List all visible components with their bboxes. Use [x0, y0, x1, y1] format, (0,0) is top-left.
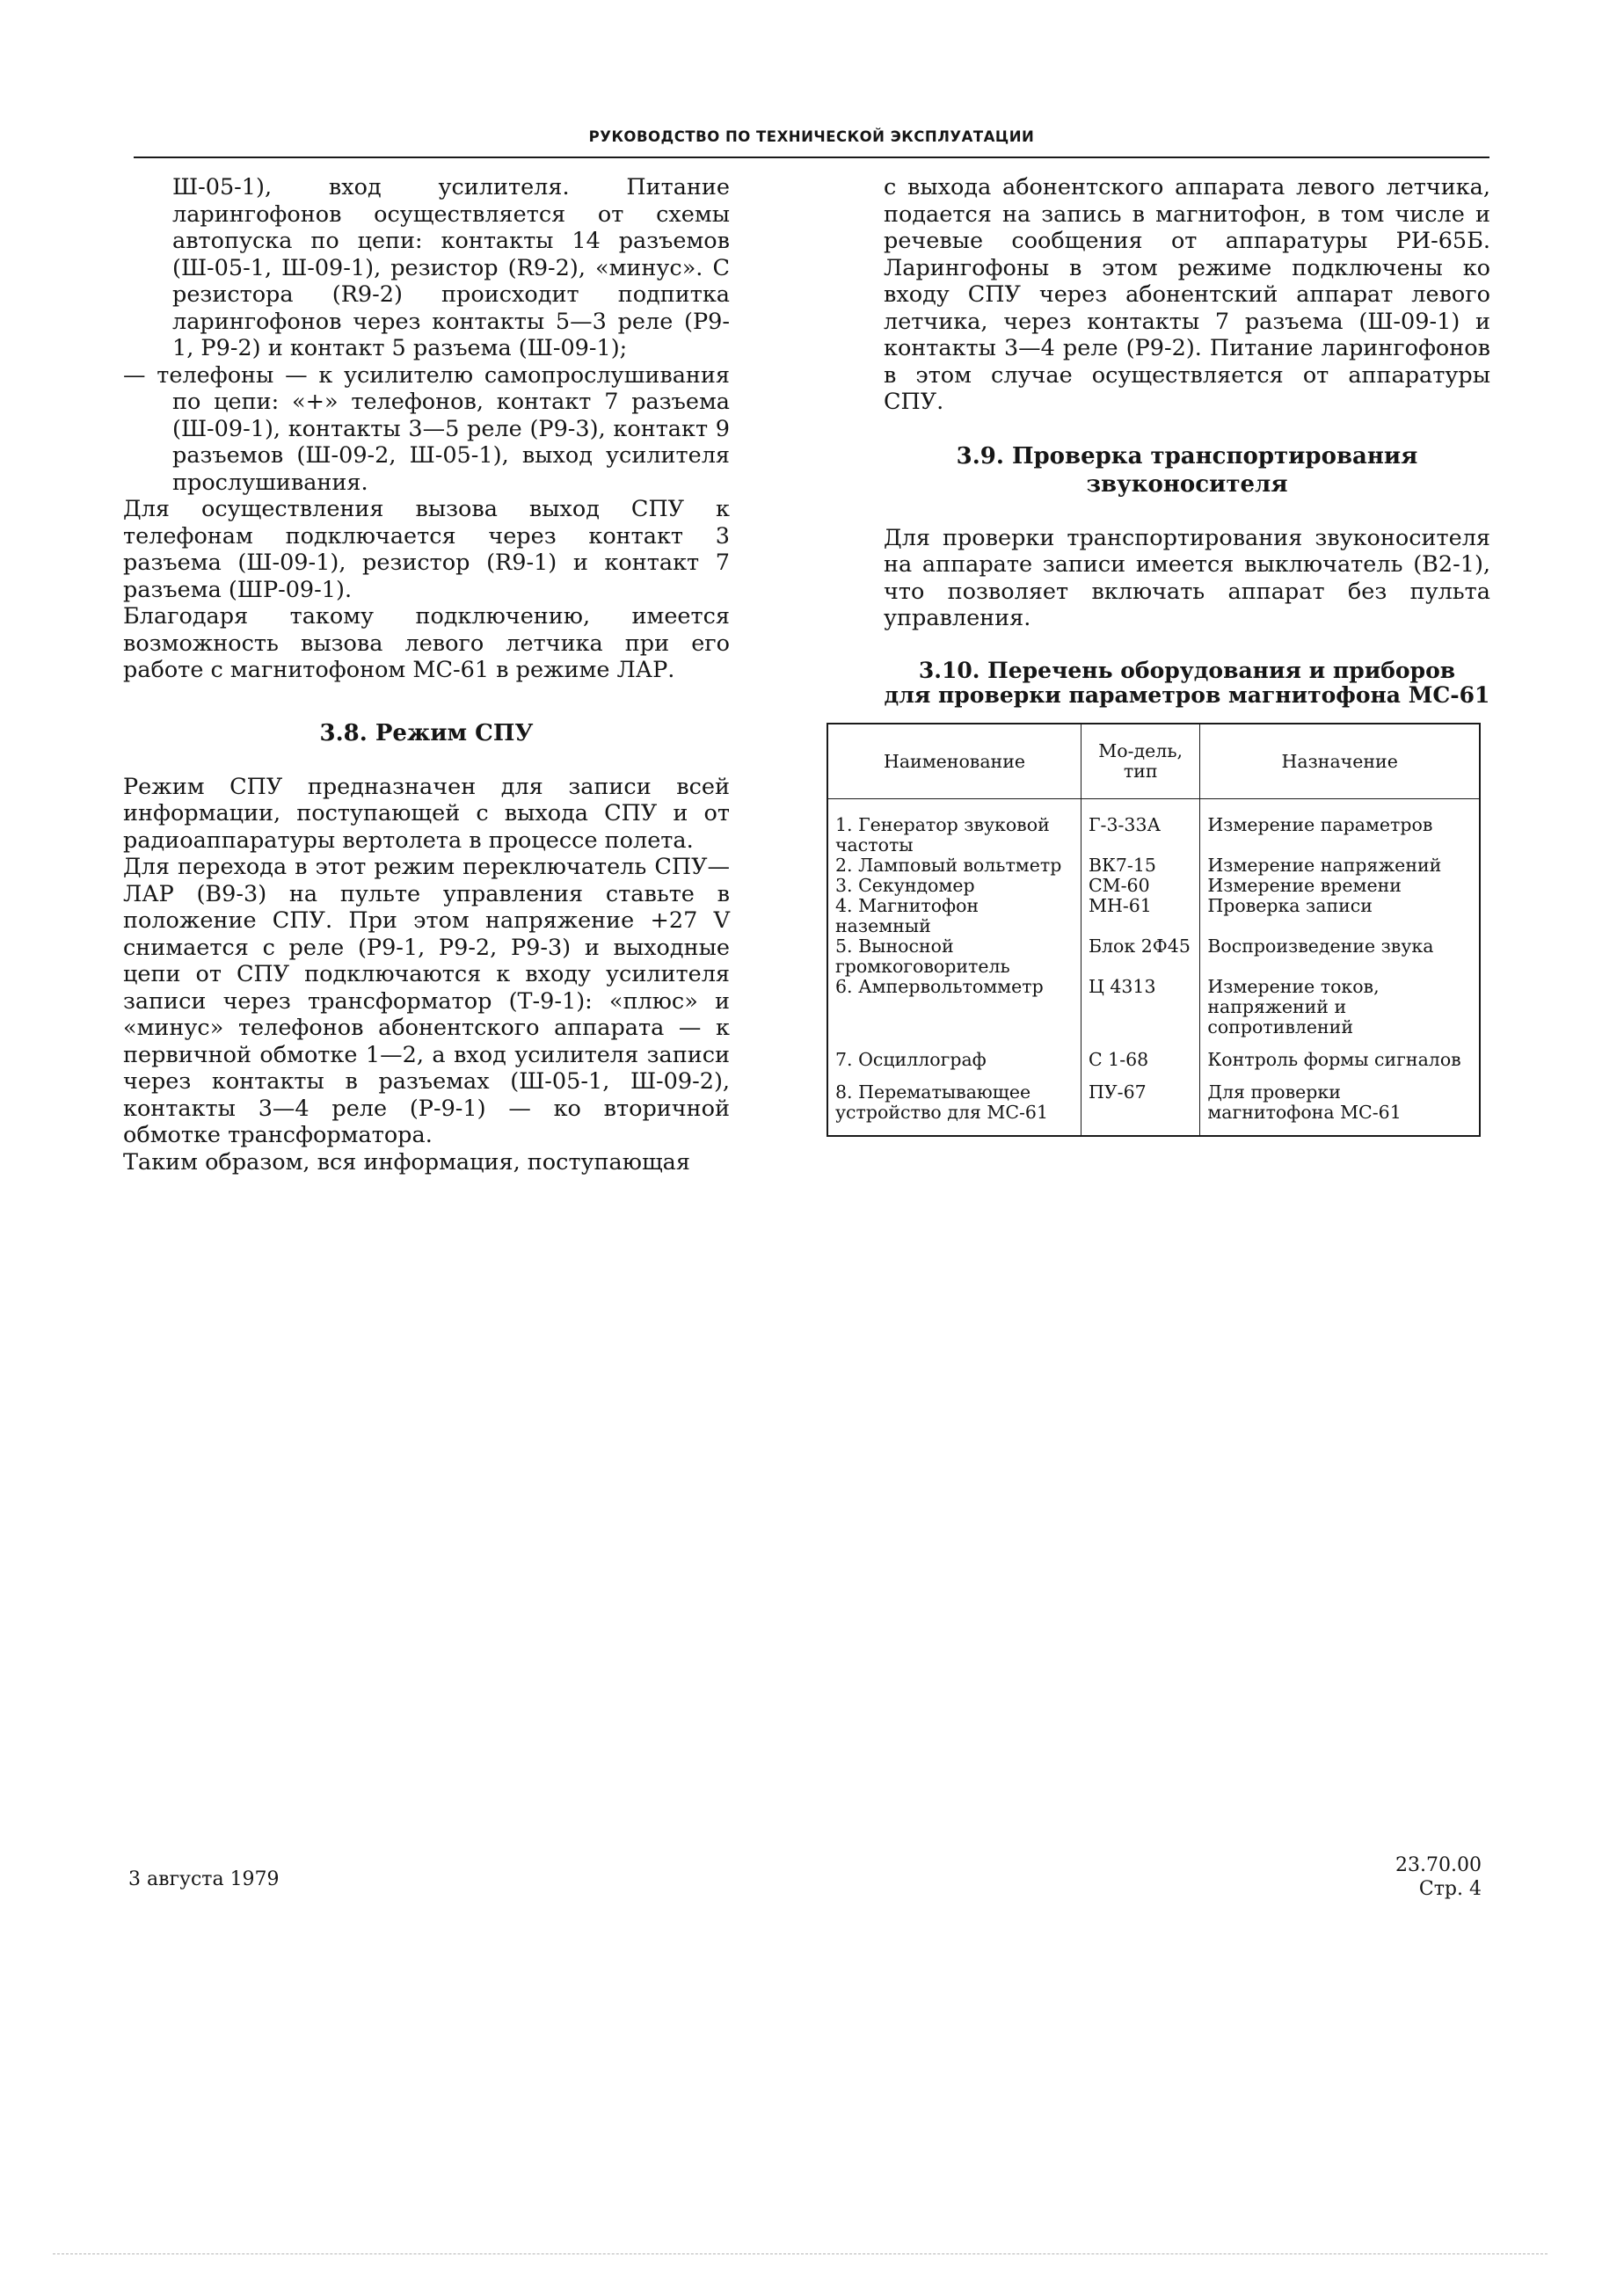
cell-purpose: Проверка записи	[1200, 896, 1480, 936]
cell-model: Блок 2Ф45	[1081, 936, 1199, 977]
table-row	[827, 799, 1480, 856]
right-paragraph-1: с выхода абонентского аппарата левого летчика, подается на запись в магнитофон, в том числе и речевые сообщения от аппаратуры РИ-65Б. Ларингофоны в этом режиме подключены ко входу СПУ через абонентский аппарат левого летчика, через контакты 7 разъема (Ш-09-1) и контакты 3—4 реле (Р9-2). Питание ларингофонов в этом случае осуществляется от аппаратуры СПУ.	[884, 174, 1490, 415]
cell-purpose: Измерение времени	[1200, 876, 1480, 896]
cell-model: Г-3-33А	[1081, 799, 1199, 856]
cell-model: ВК7-15	[1081, 855, 1199, 876]
table-row	[827, 855, 1480, 876]
cell-purpose: Измерение токов, напряжений и сопротивлений	[1200, 977, 1480, 1037]
cell-model: СМ-60	[1081, 876, 1199, 896]
header-rule	[134, 157, 1489, 158]
section-3-10-title-line-1: 3.10. Перечень оборудования и приборов	[918, 657, 1456, 683]
cell-model: ПУ-67	[1081, 1070, 1199, 1136]
footer-date: 3 августа 1979	[128, 1868, 280, 1890]
table-header-row	[827, 724, 1480, 799]
cell-model: С 1-68	[1081, 1037, 1199, 1070]
cell-purpose: Измерение параметров	[1200, 799, 1480, 856]
left-paragraph-2: — телефоны — к усилителю самопрослушивания по цепи: «+» телефонов, контакт 7 разъема (Ш-09-1), контакты 3—5 реле (Р9-3), контакт 9 разъемов (Ш-09-2, Ш-05-1), выход усилителя прослушивания.	[123, 361, 730, 496]
cell-purpose: Воспроизведение звука	[1200, 936, 1480, 977]
header-name: Наименование	[827, 724, 1081, 799]
scan-edge-line	[53, 2253, 1548, 2254]
table-row	[827, 876, 1480, 896]
left-paragraph-4: Благодаря такому подключению, имеется возможность вызова левого летчика при его работе с магнитофоном МС-61 в режиме ЛАР.	[123, 603, 730, 683]
table-row	[827, 1070, 1480, 1136]
cell-model: Ц 4313	[1081, 977, 1199, 1037]
left-paragraph-7: Таким образом, вся информация, поступающая	[123, 1148, 690, 1176]
cell-purpose: Для проверки магнитофона МС-61	[1200, 1070, 1480, 1136]
equipment-table	[827, 723, 1481, 1137]
footer-page-info	[1372, 1853, 1482, 1901]
running-header: РУКОВОДСТВО ПО ТЕХНИЧЕСКОЙ ЭКСПЛУАТАЦИИ	[588, 128, 1035, 145]
cell-name: 5. Выносной громкоговоритель	[827, 936, 1081, 977]
cell-name: 4. Магнитофон наземный	[827, 896, 1081, 936]
header-purpose: Назначение	[1200, 724, 1480, 799]
left-paragraph-1: Ш-05-1), вход усилителя. Питание ларингофонов осуществляется от схемы автопуска по цепи: контакты 14 разъемов (Ш-05-1, Ш-09-1), резистор (R9-2), «минус». С резистора (R9-2) происходит подпитка ларингофонов через контакты 5—3 реле (Р9-1, Р9-2) и контакт 5 разъема (Ш-09-1);	[172, 174, 730, 361]
cell-name: 6. Ампервольтомметр	[827, 977, 1081, 1037]
footer-code: 23.70.00	[1395, 1854, 1482, 1876]
cell-purpose: Контроль формы сигналов	[1200, 1037, 1480, 1070]
cell-name: 8. Перематывающее устройство для МС-61	[827, 1070, 1081, 1136]
cell-model: МН-61	[1081, 896, 1199, 936]
cell-name: 7. Осциллограф	[827, 1037, 1081, 1070]
left-column	[123, 174, 730, 1176]
left-paragraph-5: Режим СПУ предназначен для записи всей информации, поступающей с выхода СПУ и от радиоаппаратуры вертолета в процессе полета.	[123, 773, 730, 854]
left-paragraph-6: Для перехода в этот режим переключатель СПУ—ЛАР (В9-3) на пульте управления ставьте в положение СПУ. При этом напряжение +27 V снимается с реле (Р9-1, Р9-2, Р9-3) и выходные цепи от СПУ подключаются к входу усилителя записи через трансформатор (Т-9-1): «плюс» и «минус» телефонов абонентского аппарата — к первичной обмотке 1—2, а вход усилителя записи через контакты в разъемах (Ш-05-1, Ш-09-2), контакты 3—4 реле (Р-9-1) — ко вторичной обмотке трансформатора.	[123, 854, 730, 1148]
header-model: Мо-дель, тип	[1081, 724, 1199, 799]
left-paragraph-3: Для осуществления вызова выход СПУ к телефонам подключается через контакт 3 разъема (Ш-09-1), резистор (R9-1) и контакт 7 разъема (ШР-09-1).	[123, 496, 730, 603]
section-3-9-title-line-1: 3.9. Проверка транспортирования	[956, 442, 1418, 470]
right-column	[884, 174, 1490, 708]
right-paragraph-2: Для проверки транспортирования звуконосителя на аппарате записи имеется выключатель (В2-1), что позволяет включать аппарат без пульта управления.	[884, 524, 1490, 631]
cell-name: 3. Секундомер	[827, 876, 1081, 896]
table-row	[827, 936, 1480, 977]
table-row	[827, 977, 1480, 1037]
table-row	[827, 1037, 1480, 1070]
section-3-8-title: 3.8. Режим СПУ	[319, 719, 534, 746]
table-row	[827, 896, 1480, 936]
cell-purpose: Измерение напряжений	[1200, 855, 1480, 876]
section-3-10-title-line-2: для проверки параметров магнитофона МС-61	[884, 681, 1490, 708]
section-3-9-title-line-2: звуконосителя	[1086, 470, 1288, 498]
footer-page-number: Стр. 4	[1418, 1878, 1482, 1900]
cell-name: 2. Ламповый вольтметр	[827, 855, 1081, 876]
cell-name: 1. Генератор звуковой частоты	[827, 799, 1081, 856]
